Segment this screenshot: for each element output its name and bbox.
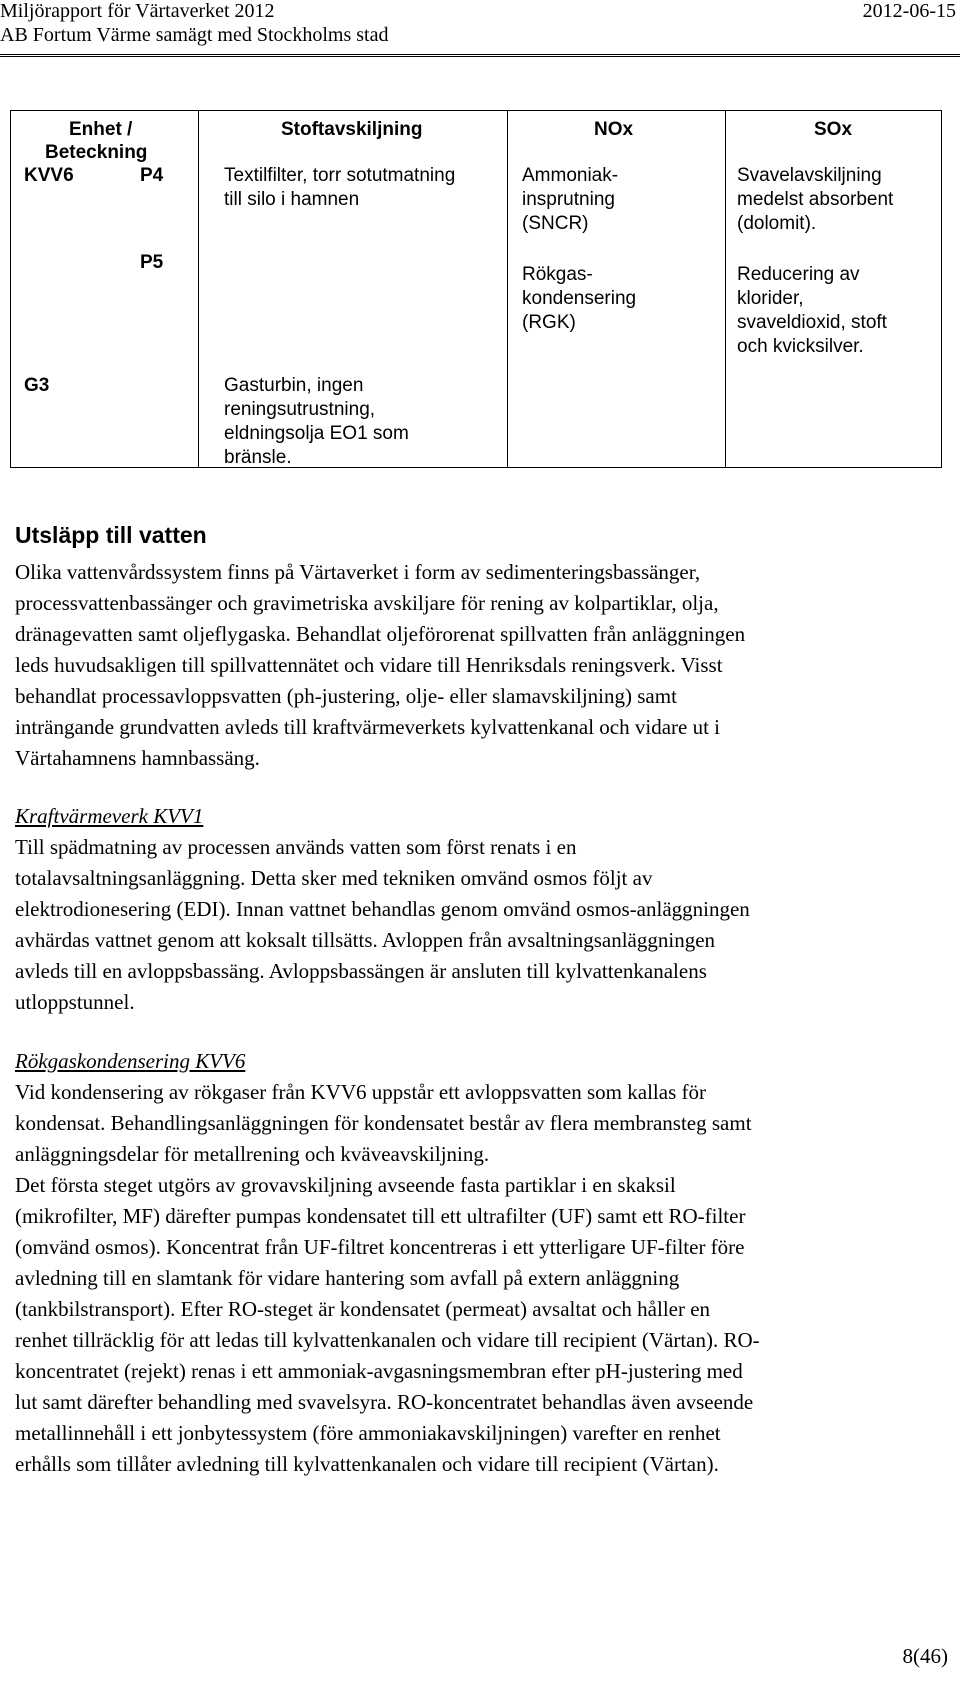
body-text-line: koncentratet (rejekt) renas i ett ammoniak-avgasningsmembran efter pH-justering med xyxy=(15,1359,743,1383)
body-text-line: Värtahamnens hamnbassäng. xyxy=(15,746,260,770)
body-text-line: leds huvudsakligen till spillvattennätet och vidare till Henriksdals reningsverk. Visst xyxy=(15,653,723,677)
header-nox: NOx xyxy=(594,119,634,140)
dust-g3-text: reningsutrustning, xyxy=(224,399,376,420)
header-divider xyxy=(0,54,960,57)
nox-text: kondensering xyxy=(522,288,637,309)
table-column-divider xyxy=(198,111,199,467)
dust-g3-text: eldningsolja EO1 som xyxy=(224,423,409,444)
sox-text: Reducering av xyxy=(737,264,860,285)
dust-p4-text: Textilfilter, torr sotutmatning xyxy=(224,165,456,186)
subheading-kvv1: Kraftvärmeverk KVV1 xyxy=(15,804,204,828)
document-date: 2012-06-15 xyxy=(862,0,956,22)
sox-text: (dolomit). xyxy=(737,213,817,234)
body-text-line: totalavsaltningsanläggning. Detta sker med tekniken omvänd osmos följt av xyxy=(15,866,653,890)
body-text-line: Vid kondensering av rökgaser från KVV6 uppstår ett avloppsvatten som kallas för xyxy=(15,1080,706,1104)
row-label-g3: G3 xyxy=(24,375,50,396)
body-text-line: processvattenbassänger och gravimetriska avskiljare för rening av kolpartiklar, olja, xyxy=(15,591,719,615)
body-text-line: erhålls som tillåter avledning till kylvattenkanalen och vidare till recipient (Värtan). xyxy=(15,1452,719,1476)
body-text-line: kondensat. Behandlingsanläggningen för kondensatet består av flera membransteg samt xyxy=(15,1111,752,1135)
page-header xyxy=(0,0,960,54)
dust-p4-text: till silo i hamnen xyxy=(224,189,360,210)
nox-text: insprutning xyxy=(522,189,615,210)
body-text-line: (mikrofilter, MF) därefter pumpas kondensatet till ett ultrafilter (UF) samt ett RO-filter xyxy=(15,1204,746,1228)
body-text-line: metallinnehåll i ett jonbytessystem (före ammoniakavskiljningen) varefter en renhet xyxy=(15,1421,721,1445)
sox-text: och kvicksilver. xyxy=(737,336,864,357)
document-title: Miljörapport för Värtaverket 2012 xyxy=(0,0,275,22)
row-label-p5: P5 xyxy=(140,252,164,273)
body-text-line: Det första steget utgörs av grovavskiljning avseende fasta partiklar i en skaksil xyxy=(15,1173,676,1197)
page-number: 8(46) xyxy=(902,1644,948,1668)
header-sox: SOx xyxy=(814,119,853,140)
body-text-line: dränagevatten samt oljeflygaska. Behandlat oljeförorenat spillvatten från anläggningen xyxy=(15,622,746,646)
body-text-line: lut samt därefter behandling med svavelsyra. RO-koncentratet behandlas även avseende xyxy=(15,1390,754,1414)
dust-g3-text: Gasturbin, ingen xyxy=(224,375,364,396)
table-column-divider xyxy=(725,111,726,467)
body-text-line: Olika vattenvårdssystem finns på Värtaverket i form av sedimenteringsbassänger, xyxy=(15,560,701,584)
body-text-line: renhet tillräcklig för att ledas till kylvattenkanalen och vidare till recipient (Värtan). RO- xyxy=(15,1328,760,1352)
body-text-line: (omvänd osmos). Koncentrat från UF-filtret koncentreras i ett ytterligare UF-filter före xyxy=(15,1235,745,1259)
sox-text: Svavelavskiljning xyxy=(737,165,882,186)
dust-g3-text: bränsle. xyxy=(224,447,292,468)
row-label-p4: P4 xyxy=(140,165,164,186)
body-text-line: anläggningsdelar för metallrening och kväveavskiljning. xyxy=(15,1142,490,1166)
body-text-line: avhärdas vattnet genom att koksalt tillsätts. Avloppen från avsaltningsanläggningen xyxy=(15,928,716,952)
body-text-line: inträngande grundvatten avleds till kraftvärmeverkets kylvattenkanal och vidare ut i xyxy=(15,715,720,739)
subheading-rgk: Rökgaskondensering KVV6 xyxy=(15,1049,246,1073)
section-heading: Utsläpp till vatten xyxy=(15,522,207,548)
sox-text: klorider, xyxy=(737,288,804,309)
document-subtitle: AB Fortum Värme samägt med Stockholms stad xyxy=(0,24,389,46)
table-column-divider xyxy=(507,111,508,467)
nox-text: (RGK) xyxy=(522,312,576,333)
nox-text: Ammoniak- xyxy=(522,165,619,186)
sox-text: svaveldioxid, stoft xyxy=(737,312,887,333)
header-dust: Stoftavskiljning xyxy=(281,119,423,140)
sox-text: medelst absorbent xyxy=(737,189,894,210)
header-unit-line1: Enhet / xyxy=(69,119,133,140)
row-label-kvv6: KVV6 xyxy=(24,165,74,186)
body-text-line: avleds till en avloppsbassäng. Avloppsbassängen är ansluten till kylvattenkanalens xyxy=(15,959,707,983)
body-text-line: avledning till en slamtank för vidare hantering som avfall på extern anläggning xyxy=(15,1266,680,1290)
body-text-line: behandlat processavloppsvatten (ph-justering, olje- eller slamavskiljning) samt xyxy=(15,684,677,708)
emission-control-table xyxy=(10,110,942,468)
header-unit-line2: Beteckning xyxy=(45,142,148,163)
body-text-line: (tankbilstransport). Efter RO-steget är kondensatet (permeat) avsaltat och håller en xyxy=(15,1297,711,1321)
body-text-line: utloppstunnel. xyxy=(15,990,135,1014)
body-text-line: elektrodionesering (EDI). Innan vattnet behandlas genom omvänd osmos-anläggningen xyxy=(15,897,750,921)
nox-text: (SNCR) xyxy=(522,213,589,234)
nox-text: Rökgas- xyxy=(522,264,593,285)
body-text-line: Till spädmatning av processen används vatten som först renats i en xyxy=(15,835,577,859)
